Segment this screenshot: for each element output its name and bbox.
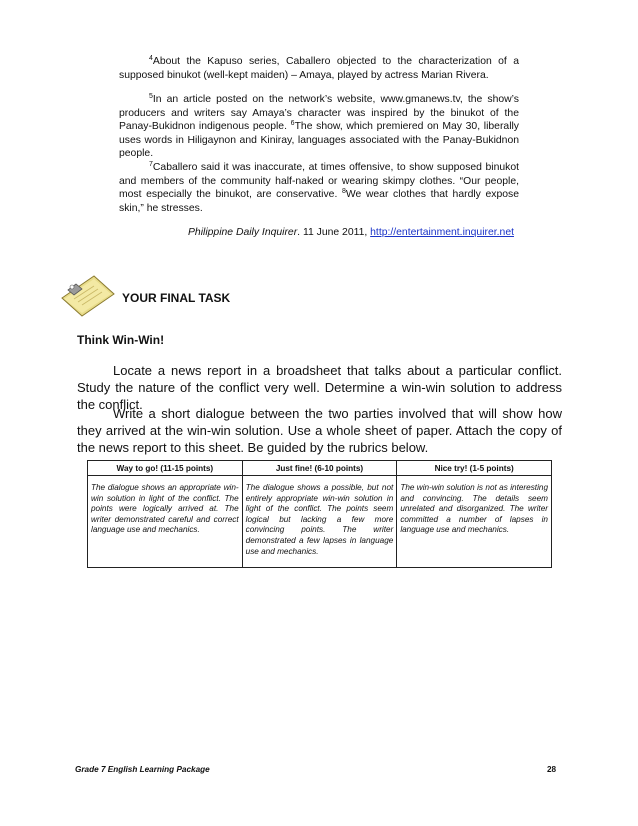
paragraph-text: Locate a news report in a broadsheet that talks about a particular conflict. Study the nature of the conflict very well. Determine a win-win solution to address the conflict. [77, 363, 562, 412]
paragraph-text: Write a short dialogue between the two parties involved that will show how they arrived at the win-win solution. Use a whole sheet of paper. Attach the copy of the news report to this sheet. Be guided by the rubrics below. [77, 406, 562, 455]
rubric-header-nice-try: Nice try! (1-5 points) [397, 461, 552, 476]
footnote-number: 4 [149, 55, 153, 62]
paragraph-text: About the Kapuso series, Caballero objected to the characterization of a supposed binukot (well-kept maiden) – Amaya, played by actress Marian Rivera. [119, 56, 519, 81]
paragraph-text: The show, which premiered on May 30, liberally uses words in Hiligaynon and Kiniray, languages associated with the Panay-Bukidnon people. [119, 121, 520, 159]
footnote-number: 6 [290, 120, 295, 127]
footnote-number: 8 [341, 188, 346, 195]
paragraph-text: In an article posted on the network’s website, www.gmanews.tv, the show’s producers and writers say Amaya’s character was inspired by the binukot of the Panay-Bukidnon indigenous people. [119, 94, 519, 132]
rubric-header-just-fine: Just fine! (6-10 points) [242, 461, 397, 476]
footnote-number: 7 [149, 161, 153, 168]
rubric-row [88, 476, 552, 568]
paragraph-text: Caballero said it was inaccurate, at times offensive, to show supposed binukot and members of the community half-naked or wearing skimpy clothes. “Our people, most especially the binukot, are conservative. [119, 162, 519, 200]
excerpt-paragraph-7 [119, 161, 519, 215]
rubric-cell-way-to-go: The dialogue shows an appropriate win-win solution in light of the conflict. The points were logically arrived at. The writer demonstrated careful and correct language use and mechanics. [88, 476, 243, 568]
task-paragraph-2 [77, 405, 562, 456]
task-subheading: Think Win-Win! [77, 333, 165, 347]
final-task-heading: YOUR FINAL TASK [122, 291, 231, 305]
clipboard-icon [60, 272, 116, 318]
footnote-number: 5 [149, 93, 153, 100]
rubric-cell-nice-try: The win-win solution is not as interesting and convincing. The details seem unrelated and disorganized. The writer committed a number of lapses in language use and mechanics. [397, 476, 552, 568]
citation [188, 227, 514, 238]
citation-source: Philippine Daily Inquirer [188, 227, 298, 238]
paragraph-text: We wear clothes that hardly expose skin,” he stresses. [119, 189, 519, 214]
citation-date: . 11 June 2011, [297, 227, 371, 238]
rubric-header-way-to-go: Way to go! (11-15 points) [88, 461, 243, 476]
citation-link[interactable]: http://entertainment.inquirer.net [370, 227, 514, 238]
rubric-table [87, 460, 552, 568]
excerpt-paragraph-4 [119, 55, 519, 82]
rubric-header-row [88, 461, 552, 476]
footer-title: Grade 7 English Learning Package [75, 765, 210, 774]
rubric-cell-just-fine: The dialogue shows a possible, but not entirely appropriate win-win solution in light of the conflict. The points seem logical but lacking a few more convincing points. The writer demonstrated a few lapses in language use and mechanics. [242, 476, 397, 568]
excerpt-paragraph-5 [119, 93, 519, 161]
page-number: 28 [547, 765, 557, 774]
